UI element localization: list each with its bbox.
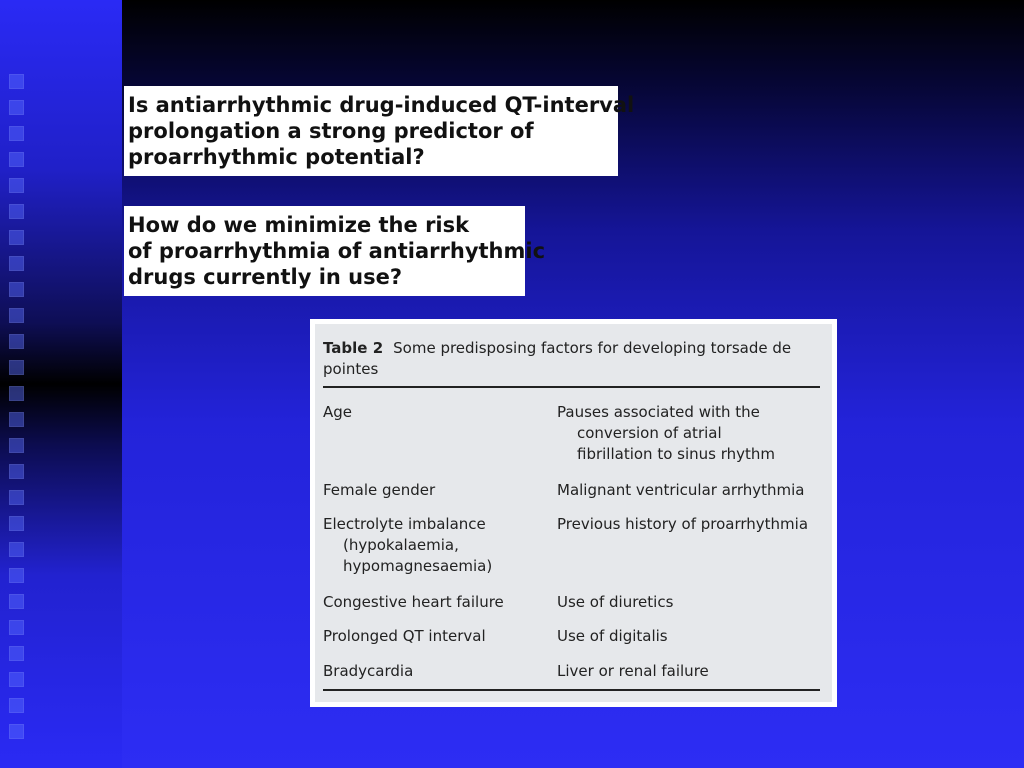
decor-square bbox=[9, 100, 24, 115]
decor-square bbox=[9, 282, 24, 297]
question-2-line: How do we minimize the risk bbox=[128, 213, 470, 237]
table-cell-line: Pauses associated with the bbox=[557, 403, 760, 421]
decor-square bbox=[9, 230, 24, 245]
decor-square bbox=[9, 256, 24, 271]
decor-square bbox=[9, 334, 24, 349]
table-cell-line: Congestive heart failure bbox=[323, 593, 504, 611]
table-cell-line: fibrillation to sinus rhythm bbox=[577, 445, 776, 463]
decor-square bbox=[9, 646, 24, 661]
question-box-2 bbox=[124, 206, 546, 296]
table-top-rule bbox=[323, 386, 820, 388]
table-cell-line: (hypokalaemia, bbox=[343, 536, 459, 554]
table-row-2-left bbox=[323, 514, 548, 577]
table-image-card bbox=[310, 319, 837, 707]
decor-square bbox=[9, 308, 24, 323]
decor-square bbox=[9, 542, 24, 557]
table-cell-line: Prolonged QT interval bbox=[323, 627, 486, 645]
table-cell-line: Previous history of proarrhythmia bbox=[557, 515, 809, 533]
decor-square bbox=[9, 698, 24, 713]
table-row-1-right bbox=[557, 480, 825, 501]
decor-square bbox=[9, 568, 24, 583]
decor-square bbox=[9, 594, 24, 609]
decor-square bbox=[9, 724, 24, 739]
table-row-4-right bbox=[557, 626, 825, 647]
table-panel bbox=[315, 324, 832, 702]
table-cell-line: Age bbox=[323, 403, 353, 421]
decor-square bbox=[9, 464, 24, 479]
decor-square bbox=[9, 672, 24, 687]
table-row-3-left bbox=[323, 592, 548, 613]
table-row-0-left bbox=[323, 402, 548, 423]
question-2-line: drugs currently in use? bbox=[128, 265, 403, 289]
table-cell-line: Liver or renal failure bbox=[557, 662, 709, 680]
table-cell-line: Use of diuretics bbox=[557, 593, 674, 611]
decor-square bbox=[9, 74, 24, 89]
decor-square bbox=[9, 386, 24, 401]
table-cell-line: Electrolyte imbalance bbox=[323, 515, 486, 533]
decorative-squares bbox=[9, 0, 27, 768]
decor-square bbox=[9, 126, 24, 141]
table-bottom-rule bbox=[323, 689, 820, 691]
decor-square bbox=[9, 620, 24, 635]
decor-square bbox=[9, 490, 24, 505]
decor-square bbox=[9, 516, 24, 531]
table-caption bbox=[323, 338, 823, 380]
question-1-line: Is antiarrhythmic drug-induced QT-interval bbox=[128, 93, 635, 117]
table-row-4-left bbox=[323, 626, 548, 647]
left-decorative-strip bbox=[0, 0, 122, 768]
question-box-1 bbox=[124, 86, 635, 176]
table-cell-line: Use of digitalis bbox=[557, 627, 668, 645]
table-caption-line-1: Some predisposing factors for developing torsade de bbox=[393, 339, 792, 357]
table-cell-line: Female gender bbox=[323, 481, 436, 499]
table-cell-line: hypomagnesaemia) bbox=[343, 557, 493, 575]
decor-square bbox=[9, 152, 24, 167]
table-cell-line: conversion of atrial bbox=[577, 424, 722, 442]
table-caption-line-2: pointes bbox=[323, 360, 379, 378]
table-row-1-left bbox=[323, 480, 548, 501]
table-number: Table 2 bbox=[323, 339, 384, 357]
table-row-3-right bbox=[557, 592, 825, 613]
decor-square bbox=[9, 438, 24, 453]
question-1-line: proarrhythmic potential? bbox=[128, 145, 425, 169]
table-row-0-right bbox=[557, 402, 825, 465]
table-cell-line: Malignant ventricular arrhythmia bbox=[557, 481, 805, 499]
decor-square bbox=[9, 360, 24, 375]
table-row-5-left bbox=[323, 661, 548, 682]
table-row-5-right bbox=[557, 661, 825, 682]
question-1-line: prolongation a strong predictor of bbox=[128, 119, 534, 143]
decor-square bbox=[9, 178, 24, 193]
decor-square bbox=[9, 204, 24, 219]
decor-square bbox=[9, 412, 24, 427]
question-2-line: of proarrhythmia of antiarrhythmic bbox=[128, 239, 546, 263]
table-row-2-right bbox=[557, 514, 825, 535]
table-cell-line: Bradycardia bbox=[323, 662, 414, 680]
